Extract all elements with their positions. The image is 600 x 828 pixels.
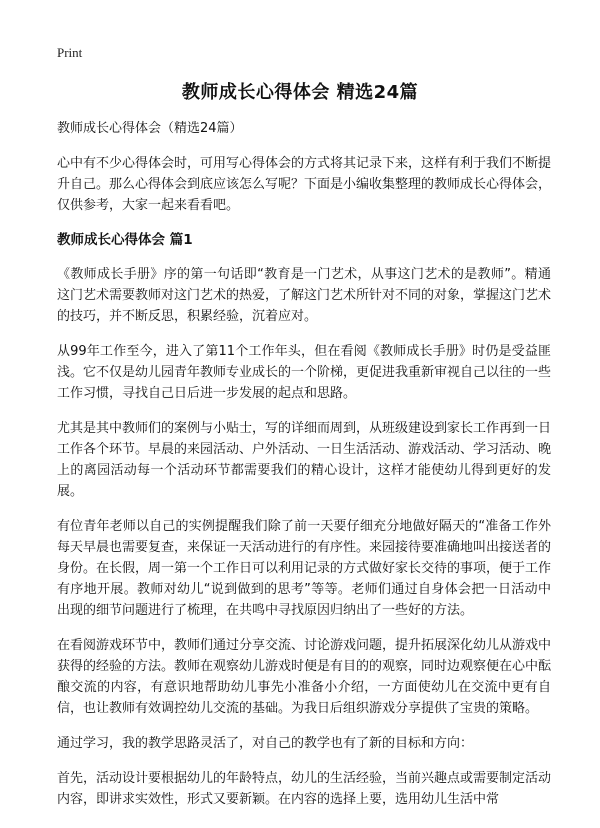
document-title: 教师成长心得体会 精选24篇 xyxy=(181,82,419,103)
print-link[interactable]: Print xyxy=(57,45,83,60)
document-body xyxy=(57,118,551,824)
body-paragraph: 从99年工作至今，进入了第11个工作年头，但在看阅《教师成长手册》时仍是受益匪浅。它不仅是幼儿园青年教师专业成长的一个阶梯，更促进我重新审视自己以往的一些工作习惯，寻找自己日后进一步发展的起点和思路。 xyxy=(57,344,552,401)
section-heading: 教师成长心得体会 篇1 xyxy=(57,232,193,248)
document-subtitle: 教师成长心得体会（精选24篇） xyxy=(57,121,243,136)
body-paragraph: 首先，活动设计要根据幼儿的年龄特点，幼儿的生活经验，当前兴趣点或需要制定活动内容，即讲求实效性，形式又要新颖。在内容的选择上要，选用幼儿生活中常 xyxy=(57,771,552,807)
body-paragraph: 有位青年老师以自己的实例提醒我们除了前一天要仔细充分地做好隔天的“准备工作外每天早晨也需要复查，来保证一天活动进行的有序性。来园接待要准确地叫出接送者的身份。在长假，周一第一个工作日可以利用记录的方式做好家长交待的事项，便于工作有序地开展。教师对幼儿“说到做到的思考”等等。老师们通过自身体会把一日活动中出现的细节问题进行了梳理，在共鸣中寻找原因归纳出了一些好的方法。 xyxy=(57,519,552,618)
body-paragraph: 尤其是其中教师们的案例与小贴士，写的详细而周到，从班级建设到家长工作再到一日工作各个环节。早晨的来园活动、户外活动、一日生活活动、游戏活动、学习活动、晚上的离园活动每一个活动环节都需要我们的精心设计，这样才能使幼儿得到更好的发展。 xyxy=(57,421,552,499)
body-paragraph: 通过学习，我的教学思路灵活了，对自己的教学也有了新的目标和方向： xyxy=(57,736,474,751)
body-paragraph: 《教师成长手册》序的第一句话即“教育是一门艺术，从事这门艺术的是教师”。精通这门艺术需要教师对这门艺术的热爱，了解这门艺术所针对不同的对象，掌握这门艺术的技巧，并不断反思，积累经验，沉着应对。 xyxy=(57,267,552,324)
intro-paragraph: 心中有不少心得体会时，可用写心得体会的方式将其记录下来，这样有利于我们不断提升自己。那么心得体会到底应该怎么写呢？下面是小编收集整理的教师成长心得体会，仅供参考，大家一起来看看吧。 xyxy=(57,156,552,213)
body-paragraph: 在看阅游戏环节中，教师们通过分享交流、讨论游戏问题，提升拓展深化幼儿从游戏中获得的经验的方法。教师在观察幼儿游戏时便是有目的的观察，同时边观察便在心中酝酿交流的内容，有意识地帮助幼儿事先小准备小介绍，一方面使幼儿在交流中更有自信，也让教师有效调控幼儿交流的基础。为我日后组织游戏分享提供了宝贵的策略。 xyxy=(57,638,552,716)
